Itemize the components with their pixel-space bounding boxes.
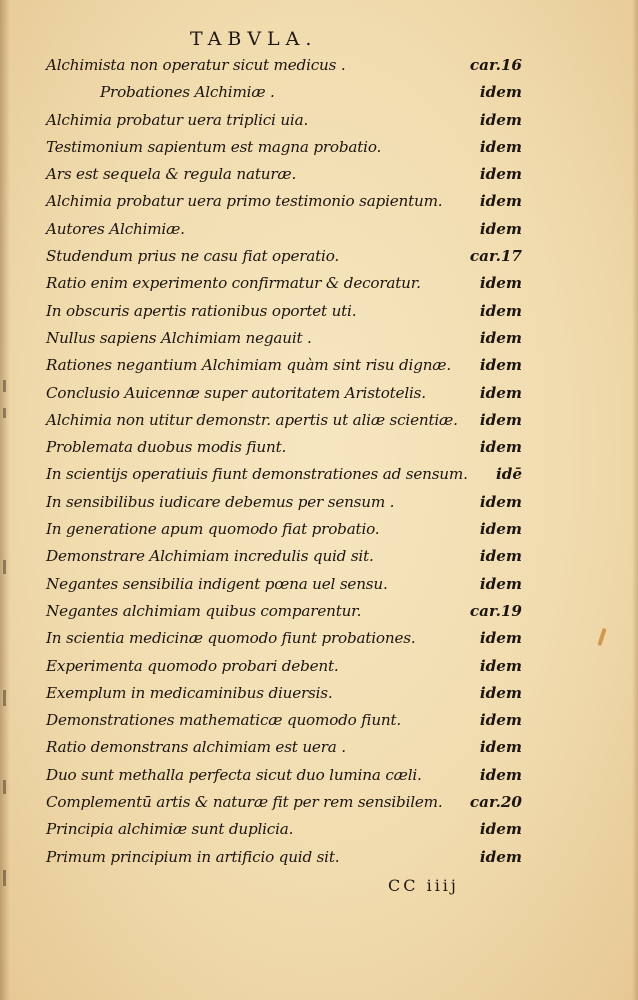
- entry-reference: idem: [479, 492, 522, 511]
- index-entry: [0, 572, 638, 599]
- entry-reference: idem: [479, 301, 522, 320]
- entry-text: Autores Alchimiæ.: [46, 219, 185, 238]
- index-entry: [0, 189, 638, 216]
- index-entry: [0, 435, 638, 462]
- entry-reference: idem: [479, 383, 522, 402]
- entry-reference: idem: [479, 683, 522, 702]
- index-entry: [0, 790, 638, 817]
- index-entry: [0, 217, 638, 244]
- index-entry: [0, 681, 638, 708]
- entry-text: Duo sunt methalla perfecta sicut duo lumina cæli.: [46, 765, 422, 784]
- running-head: TABVLA.: [190, 28, 318, 50]
- entry-reference: idem: [479, 110, 522, 129]
- entry-text: Testimonium sapientum est magna probatio.: [46, 137, 382, 156]
- entry-text: In sensibilibus iudicare debemus per sensum .: [46, 492, 395, 511]
- entry-text: Conclusio Auicennæ super autoritatem Aristotelis.: [46, 383, 426, 402]
- entry-text: In obscuris apertis rationibus oportet uti.: [46, 301, 357, 320]
- index-entry: [0, 353, 638, 380]
- entry-text: Probationes Alchimiæ .: [100, 83, 275, 102]
- index-entry: [0, 271, 638, 298]
- index-entry: [0, 80, 638, 107]
- entry-text: Alchimia non utitur demonstr. apertis ut aliæ scientiæ.: [46, 410, 458, 429]
- entry-reference: idem: [479, 137, 522, 156]
- index-entry: [0, 708, 638, 735]
- entry-reference: idem: [479, 438, 522, 457]
- entry-text: Studendum prius ne casu fiat operatio.: [46, 247, 340, 266]
- entry-reference: car.16: [469, 56, 522, 74]
- index-entry: [0, 845, 638, 872]
- entry-text: Primum principium in artificio quid sit.: [46, 847, 340, 866]
- entry-reference: idem: [479, 219, 522, 238]
- index-entry: [0, 53, 638, 80]
- entry-reference: idem: [479, 410, 522, 429]
- entry-text: Ratio enim experimento confirmatur & decoratur.: [46, 274, 421, 293]
- entry-text: Ratio demonstrans alchimiam est uera .: [46, 738, 346, 757]
- entry-reference: idem: [479, 847, 522, 866]
- index-entry: [0, 162, 638, 189]
- entry-reference: car.20: [469, 793, 522, 812]
- entry-reference: idem: [479, 520, 522, 539]
- entry-text: Complementū artis & naturæ fit per rem sensibilem.: [46, 793, 443, 812]
- index-entry: [0, 599, 638, 626]
- index-entry: [0, 408, 638, 435]
- index-entry: [0, 462, 638, 489]
- entry-reference: idem: [479, 328, 522, 347]
- entry-text: Alchimista non operatur sicut medicus .: [46, 56, 346, 74]
- index-entry: [0, 381, 638, 408]
- index-entry: [0, 763, 638, 790]
- entry-text: Alchimia probatur uera triplici uia.: [46, 110, 309, 129]
- index-entry: [0, 817, 638, 844]
- entry-reference: idem: [479, 574, 522, 593]
- signature-mark: CC iiij: [388, 876, 459, 895]
- entry-text: Experimenta quomodo probari debent.: [46, 656, 339, 675]
- entry-reference: idē: [495, 465, 522, 484]
- index-entry: [0, 326, 638, 353]
- index-entry: [0, 108, 638, 135]
- index-entry: [0, 654, 638, 681]
- entry-reference: car.17: [469, 247, 522, 266]
- entry-reference: idem: [479, 83, 522, 102]
- index-entry: [0, 299, 638, 326]
- entry-reference: idem: [479, 820, 522, 839]
- entry-reference: idem: [479, 629, 522, 648]
- index-entry: [0, 544, 638, 571]
- entry-text: Demonstrationes mathematicæ quomodo fiunt.: [46, 711, 402, 730]
- entry-text: Demonstrare Alchimiam incredulis quid sit.: [46, 547, 374, 566]
- entry-reference: idem: [479, 274, 522, 293]
- entry-text: Alchimia probatur uera primo testimonio sapientum.: [46, 192, 443, 211]
- entry-reference: idem: [479, 547, 522, 566]
- entry-text: In generatione apum quomodo fiat probatio.: [46, 520, 380, 539]
- entry-text: Negantes sensibilia indigent pœna uel sensu.: [46, 574, 388, 593]
- entry-reference: idem: [479, 356, 522, 375]
- entry-text: Nullus sapiens Alchimiam negauit .: [46, 328, 312, 347]
- entry-text: Negantes alchimiam quibus comparentur.: [46, 601, 362, 620]
- index-entry: [0, 244, 638, 271]
- entry-reference: idem: [479, 656, 522, 675]
- index-entry: [0, 517, 638, 544]
- margin-mark: [3, 870, 6, 886]
- index-entry-list: [0, 53, 638, 872]
- entry-text: Ars est sequela & regula naturæ.: [46, 165, 297, 184]
- index-entry: [0, 626, 638, 653]
- entry-reference: idem: [479, 738, 522, 757]
- entry-text: In scientijs operatiuis fiunt demonstrationes ad sensum.: [46, 465, 468, 484]
- index-entry: [0, 135, 638, 162]
- index-entry: [0, 490, 638, 517]
- entry-text: Exemplum in medicaminibus diuersis.: [46, 683, 333, 702]
- entry-text: Problemata duobus modis fiunt.: [46, 438, 287, 457]
- entry-reference: idem: [479, 765, 522, 784]
- entry-reference: idem: [479, 165, 522, 184]
- index-entry: [0, 735, 638, 762]
- entry-reference: car.19: [469, 601, 522, 620]
- entry-text: Rationes negantium Alchimiam quàm sint risu dignæ.: [46, 356, 452, 375]
- entry-text: In scientia medicinæ quomodo fiunt probationes.: [46, 629, 416, 648]
- entry-text: Principia alchimiæ sunt duplicia.: [46, 820, 294, 839]
- entry-reference: idem: [479, 711, 522, 730]
- entry-reference: idem: [479, 192, 522, 211]
